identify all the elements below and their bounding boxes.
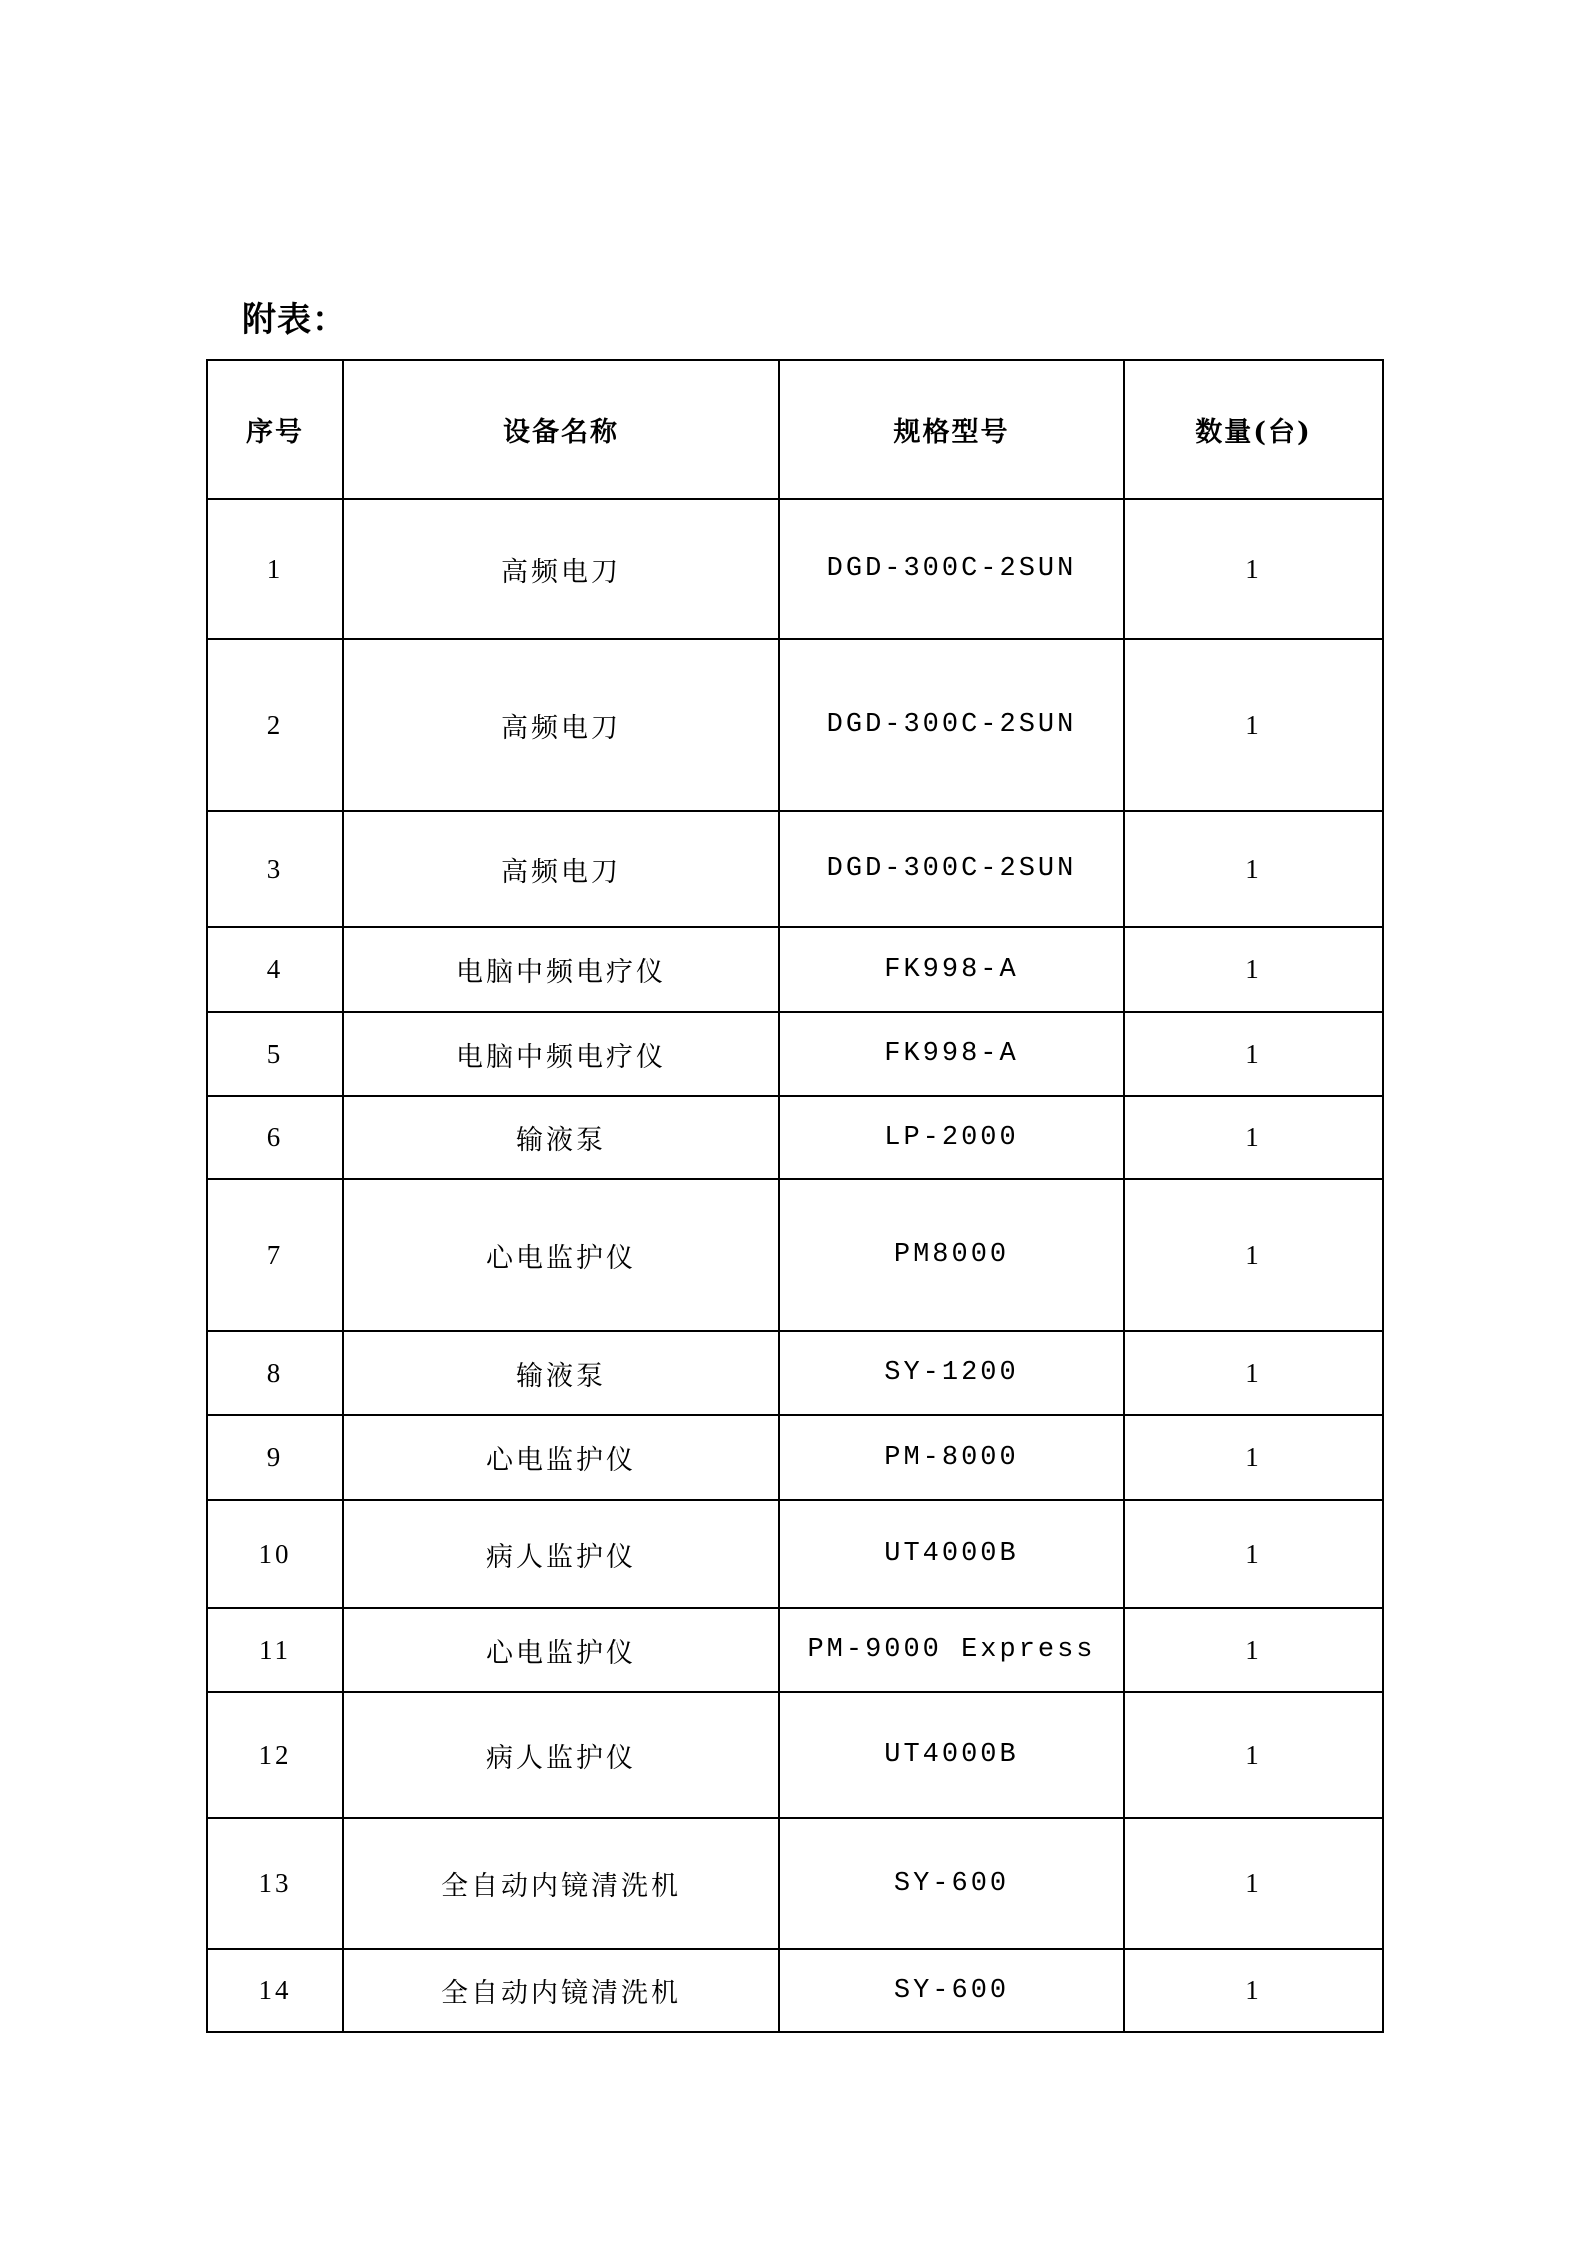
cell-index: 8 bbox=[207, 1331, 343, 1415]
cell-device-name: 电脑中频电疗仪 bbox=[343, 1012, 779, 1096]
cell-device-name: 输液泵 bbox=[343, 1331, 779, 1415]
header-quantity: 数量(台) bbox=[1124, 360, 1383, 499]
table-row bbox=[207, 499, 1383, 639]
cell-model: FK998-A bbox=[779, 927, 1124, 1012]
table-row bbox=[207, 1692, 1383, 1818]
cell-model: FK998-A bbox=[779, 1012, 1124, 1096]
cell-model: UT4000B bbox=[779, 1500, 1124, 1608]
cell-device-name: 高频电刀 bbox=[343, 811, 779, 927]
header-index: 序号 bbox=[207, 360, 343, 499]
cell-index: 9 bbox=[207, 1415, 343, 1500]
cell-quantity: 1 bbox=[1124, 1415, 1383, 1500]
cell-quantity: 1 bbox=[1124, 811, 1383, 927]
cell-index: 11 bbox=[207, 1608, 343, 1692]
table-row bbox=[207, 1179, 1383, 1331]
table-header-row bbox=[207, 360, 1383, 499]
cell-device-name: 高频电刀 bbox=[343, 639, 779, 811]
cell-device-name: 电脑中频电疗仪 bbox=[343, 927, 779, 1012]
cell-index: 7 bbox=[207, 1179, 343, 1331]
table-row bbox=[207, 639, 1383, 811]
cell-model: DGD-300C-2SUN bbox=[779, 499, 1124, 639]
cell-index: 1 bbox=[207, 499, 343, 639]
table-row bbox=[207, 1012, 1383, 1096]
cell-model: DGD-300C-2SUN bbox=[779, 639, 1124, 811]
equipment-table bbox=[206, 359, 1384, 2033]
cell-index: 14 bbox=[207, 1949, 343, 2032]
table-row bbox=[207, 1331, 1383, 1415]
cell-device-name: 心电监护仪 bbox=[343, 1179, 779, 1331]
cell-index: 13 bbox=[207, 1818, 343, 1949]
cell-model: SY-600 bbox=[779, 1818, 1124, 1949]
cell-model: SY-1200 bbox=[779, 1331, 1124, 1415]
cell-quantity: 1 bbox=[1124, 1500, 1383, 1608]
cell-device-name: 全自动内镜清洗机 bbox=[343, 1949, 779, 2032]
cell-device-name: 高频电刀 bbox=[343, 499, 779, 639]
table-row bbox=[207, 1608, 1383, 1692]
cell-index: 6 bbox=[207, 1096, 343, 1179]
cell-quantity: 1 bbox=[1124, 1096, 1383, 1179]
cell-model: LP-2000 bbox=[779, 1096, 1124, 1179]
table-row bbox=[207, 1415, 1383, 1500]
cell-index: 10 bbox=[207, 1500, 343, 1608]
cell-device-name: 心电监护仪 bbox=[343, 1415, 779, 1500]
cell-model: PM-9000 Express bbox=[779, 1608, 1124, 1692]
cell-model: PM-8000 bbox=[779, 1415, 1124, 1500]
cell-device-name: 全自动内镜清洗机 bbox=[343, 1818, 779, 1949]
table-row bbox=[207, 811, 1383, 927]
cell-quantity: 1 bbox=[1124, 499, 1383, 639]
cell-index: 12 bbox=[207, 1692, 343, 1818]
header-device-name: 设备名称 bbox=[343, 360, 779, 499]
cell-index: 5 bbox=[207, 1012, 343, 1096]
cell-device-name: 病人监护仪 bbox=[343, 1692, 779, 1818]
cell-quantity: 1 bbox=[1124, 1818, 1383, 1949]
cell-index: 4 bbox=[207, 927, 343, 1012]
cell-model: PM8000 bbox=[779, 1179, 1124, 1331]
cell-device-name: 病人监护仪 bbox=[343, 1500, 779, 1608]
cell-quantity: 1 bbox=[1124, 1692, 1383, 1818]
cell-device-name: 输液泵 bbox=[343, 1096, 779, 1179]
cell-quantity: 1 bbox=[1124, 1949, 1383, 2032]
table-row bbox=[207, 1096, 1383, 1179]
cell-index: 3 bbox=[207, 811, 343, 927]
cell-device-name: 心电监护仪 bbox=[343, 1608, 779, 1692]
header-model: 规格型号 bbox=[779, 360, 1124, 499]
cell-quantity: 1 bbox=[1124, 1331, 1383, 1415]
table-row bbox=[207, 927, 1383, 1012]
cell-quantity: 1 bbox=[1124, 1012, 1383, 1096]
page-title: 附表： bbox=[242, 300, 347, 340]
cell-model: SY-600 bbox=[779, 1949, 1124, 2032]
table-row bbox=[207, 1818, 1383, 1949]
cell-quantity: 1 bbox=[1124, 639, 1383, 811]
cell-model: UT4000B bbox=[779, 1692, 1124, 1818]
cell-quantity: 1 bbox=[1124, 1608, 1383, 1692]
cell-index: 2 bbox=[207, 639, 343, 811]
cell-quantity: 1 bbox=[1124, 1179, 1383, 1331]
cell-model: DGD-300C-2SUN bbox=[779, 811, 1124, 927]
cell-quantity: 1 bbox=[1124, 927, 1383, 1012]
table-row bbox=[207, 1949, 1383, 2032]
table-row bbox=[207, 1500, 1383, 1608]
